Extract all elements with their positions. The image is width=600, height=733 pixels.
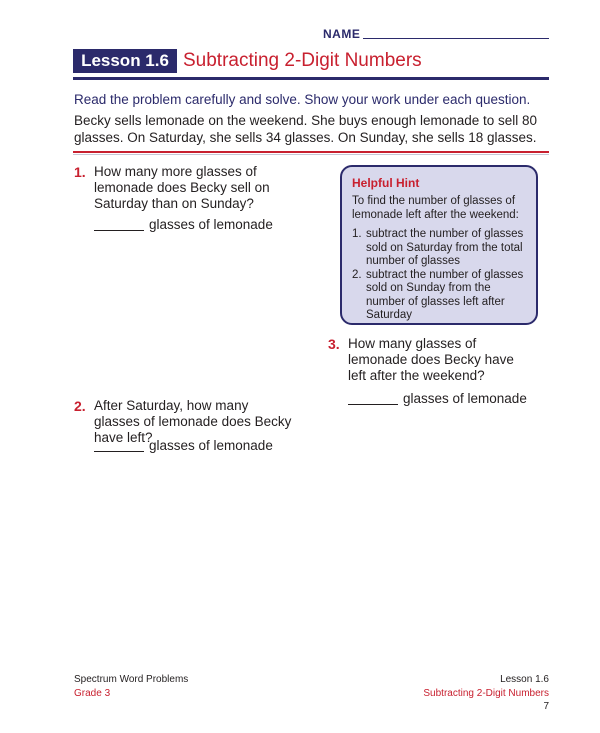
question-3-text: How many glasses of lemonade does Becky have left after the weekend? bbox=[348, 336, 514, 383]
footer-lesson-title: Subtracting 2-Digit Numbers bbox=[423, 688, 549, 699]
hint-step bbox=[352, 269, 532, 323]
hint-step-number: 1. bbox=[352, 228, 362, 240]
question-2-text: After Saturday, how many glasses of lemonade does Becky have left? bbox=[94, 398, 292, 445]
question-1-answer-unit: glasses of lemonade bbox=[149, 217, 273, 232]
question-3-answer-blank[interactable] bbox=[348, 404, 398, 405]
name-line bbox=[363, 38, 549, 39]
question-2-number: 2. bbox=[74, 398, 86, 414]
question-1-answer-blank[interactable] bbox=[94, 230, 144, 231]
footer-book-title: Spectrum Word Problems bbox=[74, 674, 189, 685]
hint-step-text: subtract the number of glasses sold on Saturday from the total number of glasses bbox=[366, 228, 524, 267]
question-3-answer-unit: glasses of lemonade bbox=[403, 391, 527, 406]
hint-intro: To find the number of glasses of lemonade left after the weekend: bbox=[352, 195, 519, 221]
problem-divider bbox=[73, 151, 549, 153]
hint-step-number: 2. bbox=[352, 268, 362, 281]
question-1-number: 1. bbox=[74, 164, 86, 180]
question-2-answer-blank[interactable] bbox=[94, 451, 144, 452]
page-number: 7 bbox=[543, 701, 549, 712]
question-3-number: 3. bbox=[328, 336, 340, 352]
lesson-number-badge: Lesson 1.6 bbox=[73, 49, 177, 73]
question-2-answer-unit: glasses of lemonade bbox=[149, 438, 273, 453]
problem-text: Becky sells lemonade on the weekend. She buys enough lemonade to sell 80 glasses. On Saturday, she sells 34 glasses. On Sunday, she sells 18 glasses. bbox=[74, 113, 538, 145]
hint-step-text: subtract the number of glasses sold on Sunday from the number of glasses left after Saturday bbox=[366, 268, 524, 321]
lesson-title: Subtracting 2-Digit Numbers bbox=[183, 50, 422, 71]
title-divider bbox=[73, 77, 549, 80]
name-label: NAME bbox=[323, 27, 361, 41]
problem-divider-shadow bbox=[73, 154, 549, 155]
footer-lesson: Lesson 1.6 bbox=[500, 674, 549, 685]
question-1-text: How many more glasses of lemonade does Becky sell on Saturday than on Sunday? bbox=[94, 164, 270, 211]
footer-grade: Grade 3 bbox=[74, 688, 111, 699]
hint-step bbox=[352, 228, 532, 269]
instructions-text: Read the problem carefully and solve. Show your work under each question. bbox=[74, 92, 531, 107]
hint-steps-list bbox=[352, 228, 532, 323]
hint-title: Helpful Hint bbox=[352, 176, 420, 190]
